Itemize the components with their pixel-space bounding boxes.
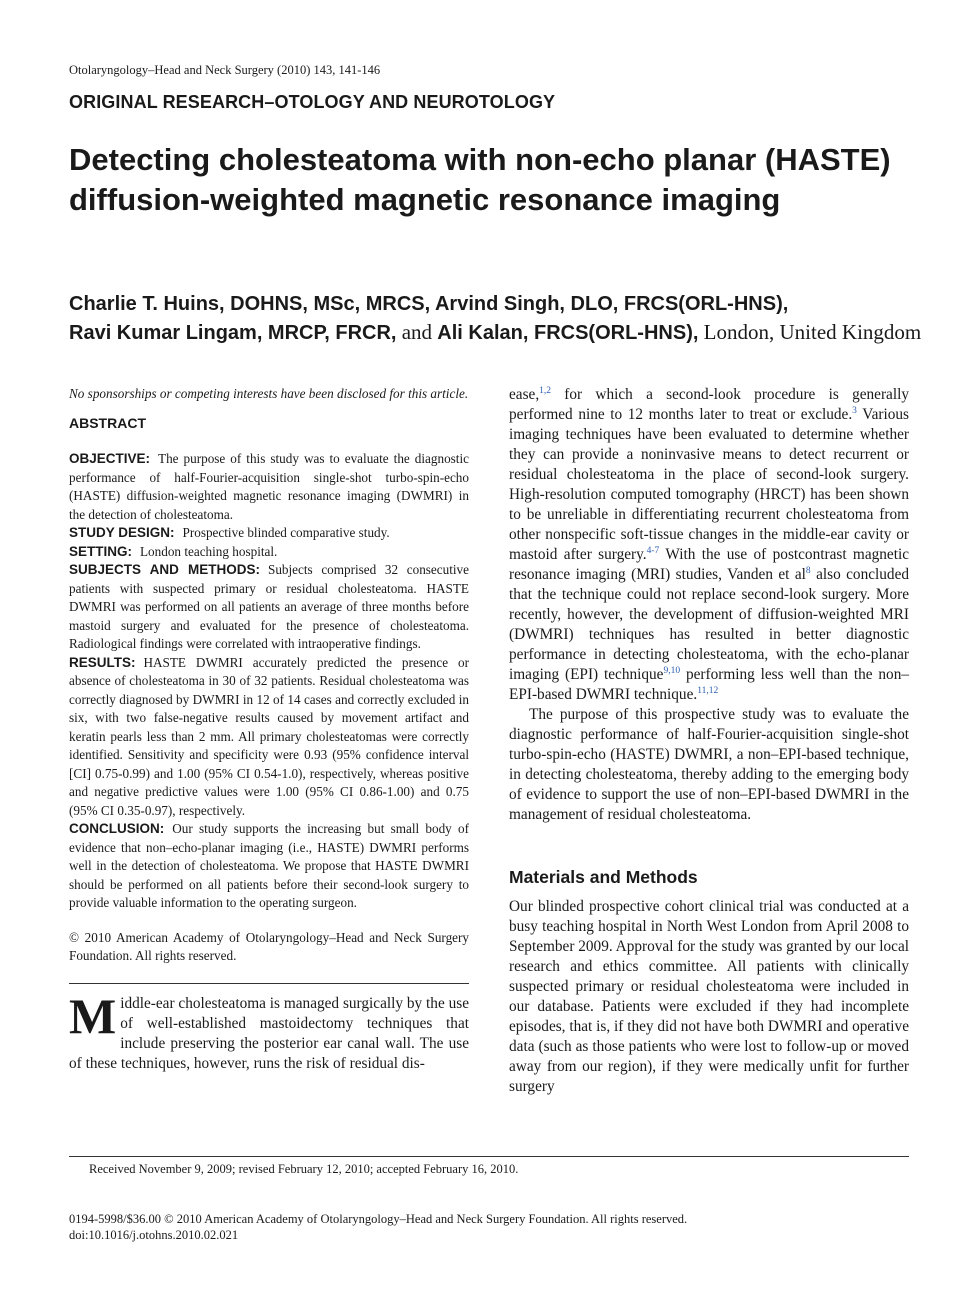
citation-ref[interactable]: 8 — [805, 565, 811, 576]
abstract-divider — [69, 983, 469, 984]
abstract-label: SUBJECTS AND METHODS: — [69, 562, 260, 577]
abstract-label: CONCLUSION: — [69, 821, 165, 836]
abstract-text: Our study supports the increasing but small body of evidence that non–echo-planar imaging (i.e., HASTE) DWMRI performs well in the detection of cholesteatoma. We propose that HASTE DWMRI should be performed on all patients before their second-look surgery to provide valuable information to the operating surgeon. — [69, 821, 469, 910]
footer-block — [69, 1211, 687, 1243]
body-text: With the use of postcontrast magnetic resonance imaging (MRI) studies, Vanden et al — [509, 546, 909, 583]
author-list — [69, 289, 929, 347]
materials-methods-text: Our blinded prospective cohort clinical trial was conducted at a busy teaching hospital in North West London from April 2008 to September 2009. Approval for the study was granted by our local research and ethics committee. All patients with clinically suspected primary or residual cholesteatoma were included in our database. Patients were excluded if they had incomplete episodes, that is, if they did not have both DWMRI and operative data (such as those patients who were lost to follow-up or moved away from our region), if they were medically unfit for further surgery — [509, 898, 909, 1095]
abstract-heading: ABSTRACT — [69, 414, 146, 431]
intro-text: iddle-ear cholesteatoma is managed surgically by the use of well-established mastoidectomy techniques that include preserving the posterior ear canal wall. The use of these techniques, however, runs the risk of residual dis- — [69, 994, 469, 1072]
abstract-study-design — [69, 524, 469, 543]
abstract-results — [69, 654, 469, 821]
abstract-methods — [69, 561, 469, 654]
left-column — [69, 385, 469, 1074]
section-label: ORIGINAL RESEARCH–OTOLOGY AND NEUROTOLOGY — [69, 92, 556, 112]
intro-paragraph — [69, 987, 469, 1074]
abstract-text: Prospective blinded comparative study. — [182, 525, 390, 540]
citation-ref[interactable]: 11,12 — [697, 685, 719, 696]
abstract-label: STUDY DESIGN: — [69, 525, 175, 540]
abstract-label: RESULTS: — [69, 654, 136, 670]
abstract-objective — [69, 450, 469, 524]
received-dates: Received November 9, 2009; revised February 12, 2010; accepted February 16, 2010. — [89, 1162, 519, 1176]
abstract-text: Subjects comprised 32 consecutive patients with suspected primary or residual cholesteatoma. HASTE DWMRI was performed on all patients an average of three months before mastoid surgery and evaluated for the presence of cholesteatoma. Radiological findings were correlated with intraoperative findings. — [69, 562, 470, 651]
purpose-paragraph: The purpose of this prospective study was to evaluate the diagnostic performance of half-Fourier-acquisition single-shot turbo-spin-echo (HASTE) DWMRI, a non–EPI-based technique, in detecting cholesteatoma, thereby adding to the emerging body of evidence to support the use of non–EPI-based DWMRI in the management of residual cholesteatoma. — [509, 706, 909, 823]
abstract-conclusion — [69, 820, 469, 913]
abstract-setting — [69, 543, 469, 562]
footer-divider — [69, 1156, 909, 1157]
author-location: London, United Kingdom — [703, 320, 922, 344]
intro-continued — [509, 385, 909, 705]
body-text: ease, — [509, 386, 540, 403]
abstract-text: London teaching hospital. — [140, 543, 278, 559]
author-kalan: Ali Kalan, FRCS(ORL-HNS), — [437, 322, 699, 344]
body-text: also concluded that the technique could not replace second-look surgery. More recently, however, the development of diffusion-weighted MRI (DWMRI) techniques has resulted in better diagnostic performance in detecting cholesteatoma, with the echo-planar imaging (EPI) technique — [509, 566, 910, 683]
abstract-copyright: © 2010 American Academy of Otolaryngology–Head and Neck Surgery Foundation. All rights reserved. — [69, 929, 469, 963]
article-title: Detecting cholesteatoma with non-echo planar (HASTE) diffusion-weighted magnetic resonance imaging — [69, 142, 891, 217]
issn-copyright: 0194-5998/$36.00 © 2010 American Academy of Otolaryngology–Head and Neck Surgery Foundation. All rights reserved. — [69, 1212, 688, 1226]
materials-methods-heading: Materials and Methods — [509, 867, 698, 887]
journal-citation: Otolaryngology–Head and Neck Surgery (2010) 143, 141-146 — [69, 63, 381, 77]
authors-line-1: Charlie T. Huins, DOHNS, MSc, MRCS, Arvind Singh, DLO, FRCS(ORL-HNS), — [69, 293, 789, 315]
body-text: for which a second-look procedure is generally performed nine to 12 months later to treat or exclude. — [509, 386, 909, 423]
citation-ref[interactable]: 4-7 — [646, 545, 660, 556]
citation-ref[interactable]: 1,2 — [539, 385, 552, 396]
abstract-label: OBJECTIVE: — [69, 451, 151, 466]
body-text: performing less well than the non–EPI-based DWMRI technique. — [509, 666, 909, 703]
body-text: Various imaging techniques have been evaluated to determine whether they can provide a noninvasive means to detect recurrent or residual cholesteatoma in the place of second-look surgery. High-resolution computed tomography (HRCT) has been shown to be unreliable in differentiating recurrent cholesteatoma from other nonspecific soft-tissue changes in the middle-ear cavity or mastoid after surgery. — [509, 406, 909, 563]
doi-link[interactable]: doi:10.1016/j.otohns.2010.02.021 — [69, 1228, 239, 1242]
abstract-text: HASTE DWMRI accurately predicted the presence or absence of cholesteatoma in 30 of 32 patients. Residual cholesteatoma was correctly diagnosed by DWMRI in 12 of 14 cases and correctly excluded in six, with two false-negative results caused by movement artifact and keratin pearls less than 2 mm. All primary cholesteatomas were correctly identified. Sensitivity and specificity were 0.93 (95% confidence interval [CI] 0.75-0.99) and 1.00 (95% CI 0.54-1.0), respectively, whereas positive and negative predictive values were 1.00 (95% CI 0.86-1.00) and 0.75 (95% CI 0.35-0.97), respectively. — [69, 654, 469, 818]
right-column — [509, 385, 909, 1097]
citation-ref[interactable]: 3 — [852, 405, 857, 416]
citation-ref[interactable]: 9,10 — [663, 665, 681, 676]
abstract-label: SETTING: — [69, 543, 132, 559]
disclosure-note: No sponsorships or competing interests have been disclosed for this article. — [69, 386, 469, 401]
author-lingam: Ravi Kumar Lingam, MRCP, FRCR, — [69, 322, 397, 344]
abstract-text: The purpose of this study was to evaluate the diagnostic performance of half-Fourier-acquisition single-shot turbo-spin-echo (HASTE) diffusion-weighted magnetic resonance imaging (DWMRI) in the detection of cholesteatoma. — [69, 451, 469, 522]
abstract-body — [69, 450, 469, 913]
drop-cap: M — [69, 987, 117, 1044]
author-and: and — [401, 320, 433, 344]
